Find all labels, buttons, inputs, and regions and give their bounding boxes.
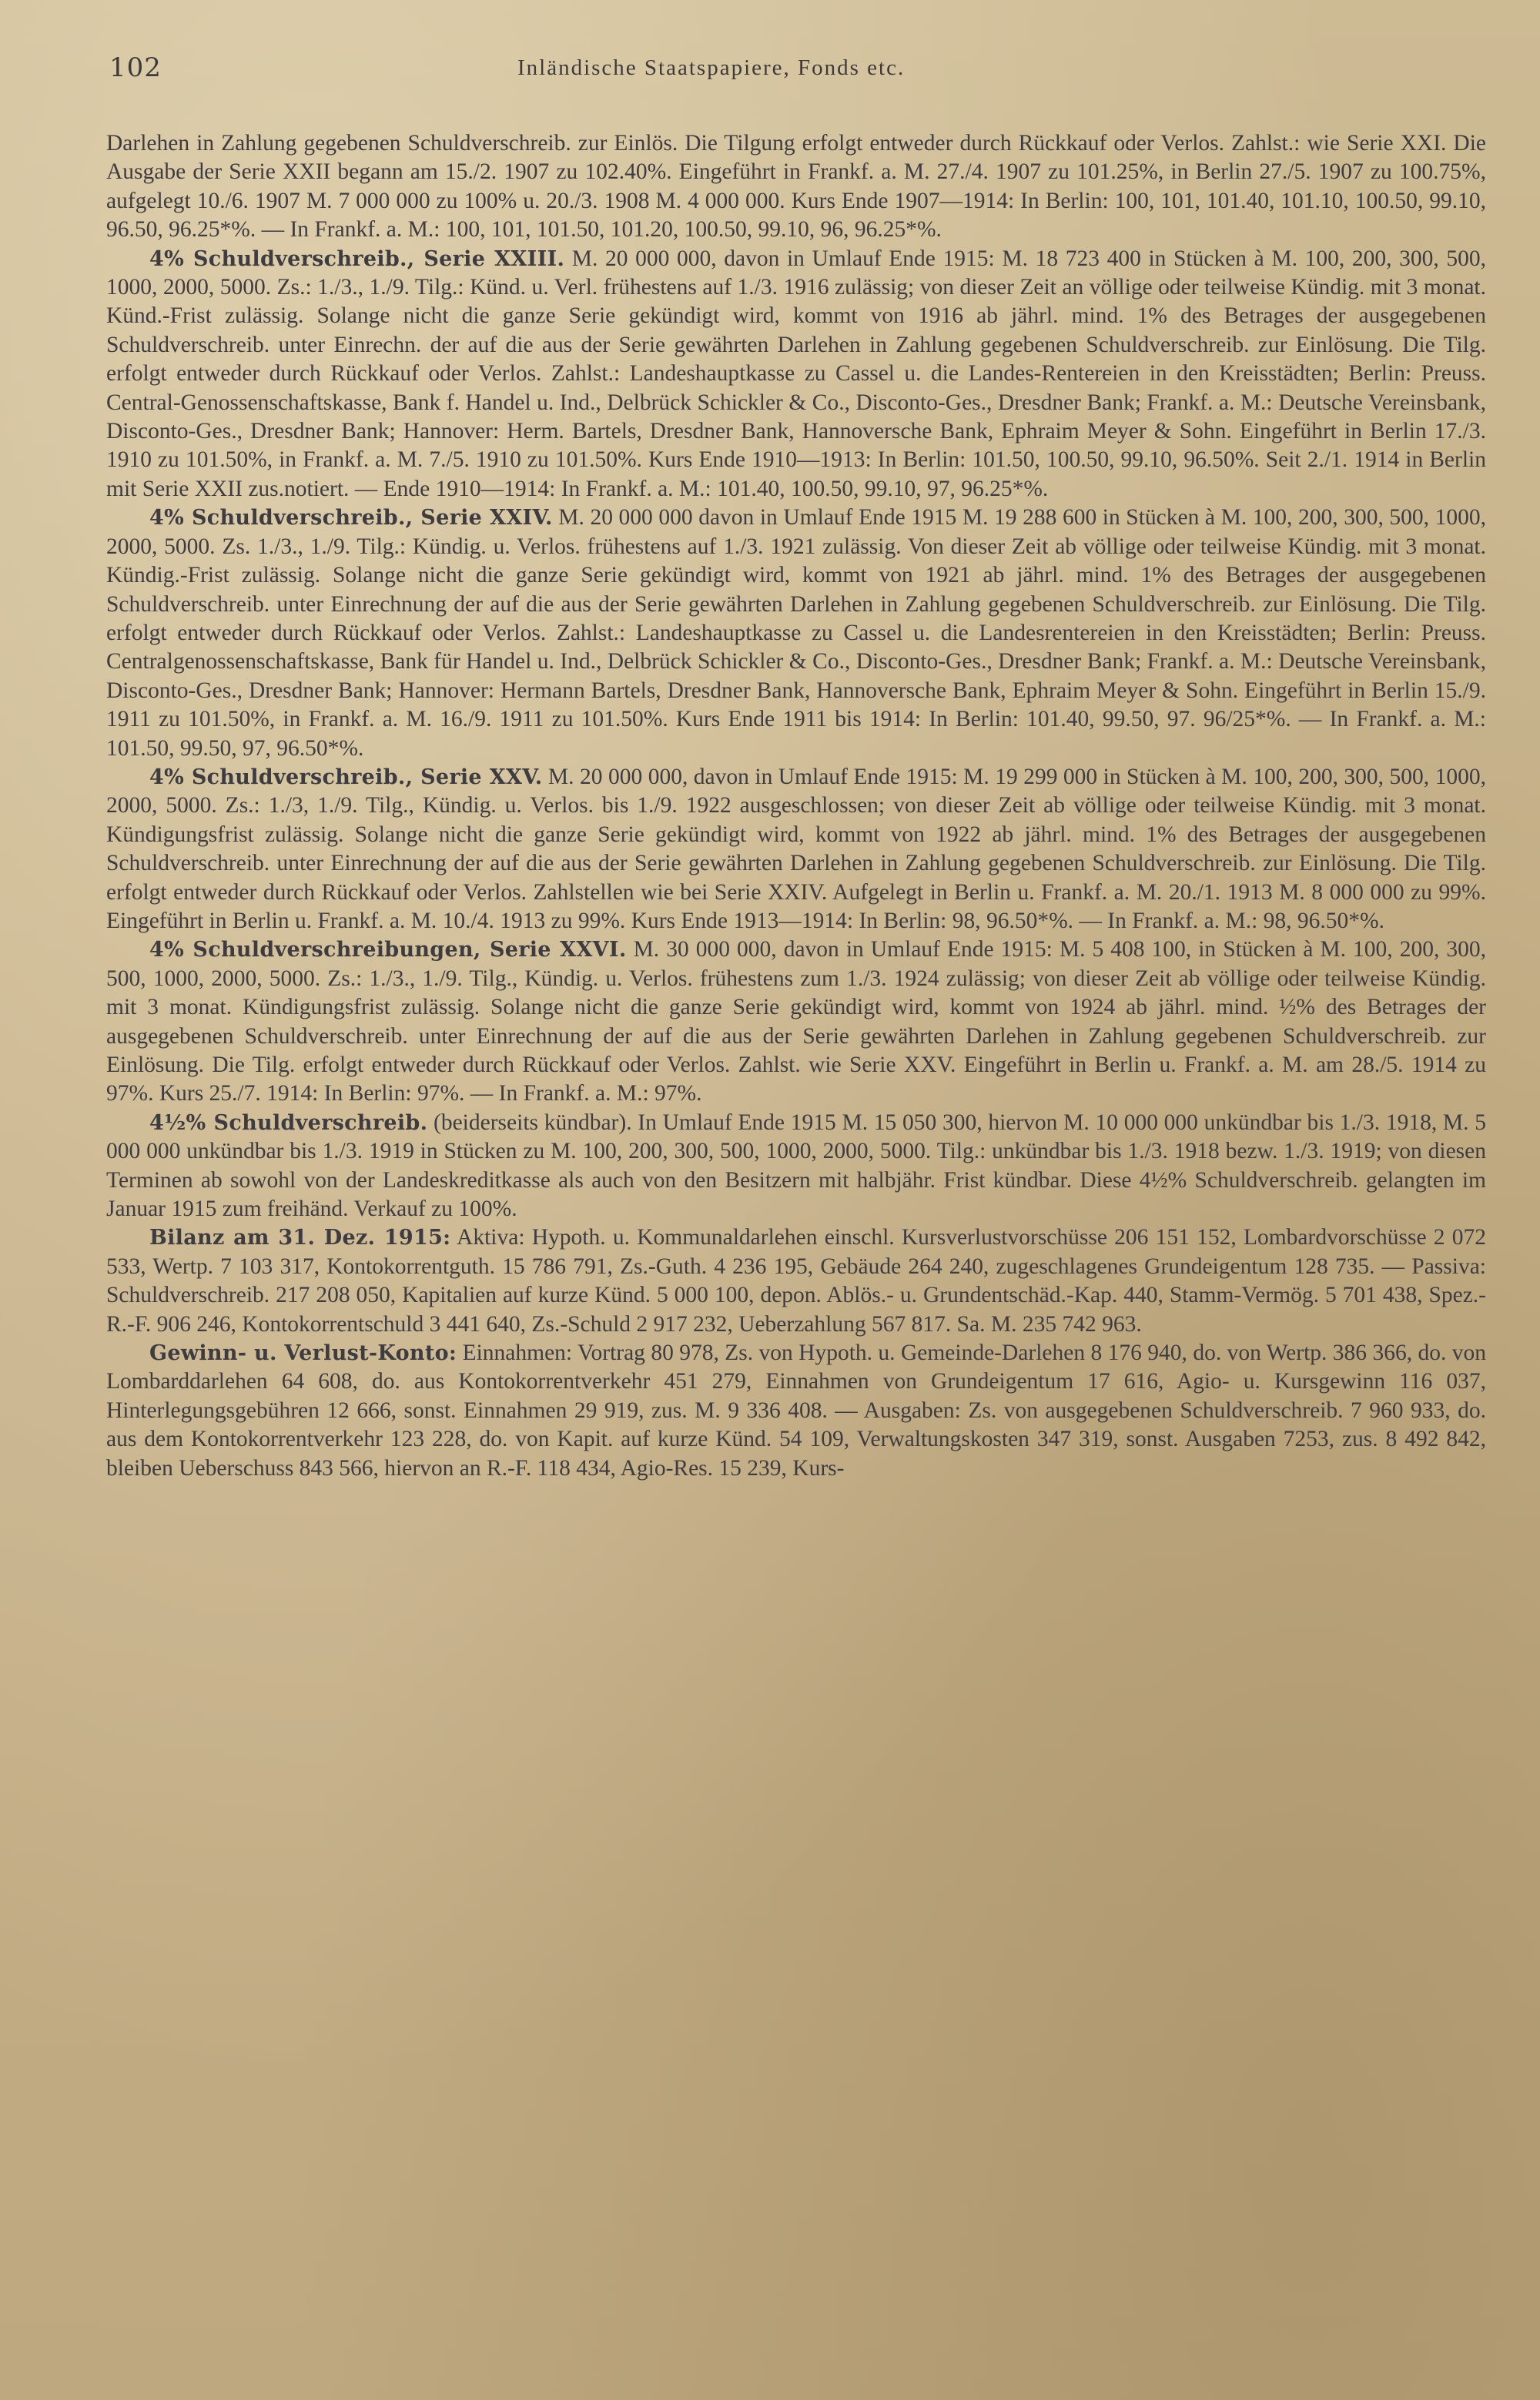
paragraph-heading: 4½% Schuldverschreib. [149, 1110, 428, 1135]
page-body [106, 129, 1486, 1483]
paragraph-serie-xxiii [106, 245, 1486, 504]
paragraph-serie-xxv [106, 763, 1486, 936]
paragraph-heading: 4% Schuldverschreib., Serie XXIII. [149, 246, 565, 271]
paragraph-serie-xxiv [106, 504, 1486, 763]
paragraph-heading: 4% Schuldverschreib., Serie XXIV. [149, 506, 553, 531]
paragraph-text: Darlehen in Zahlung gegebenen Schuldverschreib. zur Einlös. Die Tilgung erfolgt entweder durch Rückkauf oder Verlos. Zahlst.: wie Serie XXI. Die Ausgabe der Serie XXII begann am 15./2. 1907 zu 102.40%. Eingeführt in Frankf. a. M. 27./4. 1907 zu 101.25%, in Berlin 27./5. 1907 zu 100.75%, aufgelegt 10./6. 1907 M. 7 000 000 zu 100% u. 20./3. 1908 M. 4 000 000. Kurs Ende 1907—1914: In Berlin: 100, 101, 101.40, 101.10, 100.50, 99.10, 96.50, 96.25*%. — In Frankf. a. M.: 100, 101, 101.50, 101.20, 100.50, 99.10, 96, 96.25*%. [106, 131, 1486, 243]
paragraph-text: M. 20 000 000, davon in Umlauf Ende 1915: M. 18 723 400 in Stücken à M. 100, 200, 300, 500, 1000, 2000, 5000. Zs.: 1./3., 1./9. Tilg.: Künd. u. Verl. frühestens auf 1./3. 1916 zulässig; von dieser Zeit an völlige oder teilweise Kündig. mit 3 monat. Künd.-Frist zulässig. Solange nicht die ganze Serie gekündigt wird, kommt von 1916 ab jährl. mind. 1% des Betrages der ausgegebenen Schuldverschreib. unter Einrechn. der auf die aus der Serie gewährten Darlehen in Zahlung gegebenen Schuldverschreib. zur Einlösung. Die Tilg. erfolgt entweder durch Rückkauf oder Verlos. Zahlst.: Landeshauptkasse zu Cassel u. die Landes-Rentereien in den Kreisstädten; Berlin: Preuss. Central-Genossenschaftskasse, Bank f. Handel u. Ind., Delbrück Schickler & Co., Disconto-Ges., Dresdner Bank; Frankf. a. M.: Deutsche Vereinsbank, Disconto-Ges., Dresdner Bank; Hannover: Herm. Bartels, Dresdner Bank, Hannoversche Bank, Ephraim Meyer & Sohn. Eingeführt in Berlin 17./3. 1910 zu 101.50%, in Frankf. a. M. 7./5. 1910 zu 101.50%. Kurs Ende 1910—1913: In Berlin: 101.50, 100.50, 99.10, 96.50%. Seit 2./1. 1914 in Berlin mit Serie XXII zus.notiert. — Ende 1910—1914: In Frankf. a. M.: 101.40, 100.50, 99.10, 97, 96.25*%. [106, 246, 1486, 501]
paragraph-continuation [106, 129, 1486, 245]
paragraph-text: Einnahmen: Vortrag 80 978, Zs. von Hypoth. u. Gemeinde-Darlehen 8 176 940, do. von Wertp. 386 366, do. von Lombarddarlehen 64 608, do. aus Kontokorrentverkehr 451 279, Einnahmen von Grundeigentum 17 616, Agio- u. Kursgewinn 116 037, Hinterlegungsgebühren 12 666, sonst. Einnahmen 29 919, zus. M. 9 336 408. — Ausgaben: Zs. von ausgegebenen Schuldverschreib. 7 960 933, do. aus dem Kontokorrentverkehr 123 228, do. von Kapit. auf kurze Künd. 54 109, Verwaltungskosten 347 319, sonst. Ausgaben 7253, zus. 8 492 842, bleiben Ueberschuss 843 566, hiervon an R.-F. 118 434, Agio-Res. 15 239, Kurs- [106, 1341, 1486, 1481]
paragraph-heading: 4% Schuldverschreib., Serie XXV. [149, 765, 543, 789]
paragraph-bilanz [106, 1223, 1486, 1339]
paragraph-text: Aktiva: Hypoth. u. Kommunaldarlehen einschl. Kursverlustvorschüsse 206 151 152, Lombardvorschüsse 2 072 533, Wertp. 7 103 317, Kontokorrentguth. 15 786 791, Zs.-Guth. 4 236 195, Gebäude 264 240, zugeschlagenes Grundeigentum 128 735. — Passiva: Schuldverschreib. 217 208 050, Kapitalien auf kurze Künd. 5 000 100, depon. Ablös.- u. Grundentschäd.-Kap. 440, Stamm-Vermög. 5 701 438, Spez.-R.-F. 906 246, Kontokorrentschuld 3 441 640, Zs.-Schuld 2 917 232, Ueberzahlung 567 817. Sa. M. 235 742 963. [106, 1225, 1486, 1337]
paragraph-gewinn-verlust [106, 1339, 1486, 1483]
paragraph-serie-xxvi [106, 936, 1486, 1108]
page-header [109, 48, 1480, 94]
paragraph-heading: Gewinn- u. Verlust-Konto: [149, 1341, 457, 1366]
paragraph-text: (beiderseits kündbar). In Umlauf Ende 1915 M. 15 050 300, hiervon M. 10 000 000 unkündbar bis 1./3. 1918, M. 5 000 000 unkündbar bis 1./3. 1919 in Stücken zu M. 100, 200, 300, 500, 1000, 2000, 5000. Tilg.: unkündbar bis 1./3. 1918 bezw. 1./3. 1919; von diesen Terminen ab sowohl von der Landeskreditkasse als auch von den Besitzern mit halbjähr. Frist kündbar. Diese 4½% Schuldverschreib. gelangten im Januar 1915 zum freihänd. Verkauf zu 100%. [106, 1110, 1486, 1222]
paragraph-heading: Bilanz am 31. Dez. 1915: [149, 1226, 451, 1250]
paragraph-text: M. 20 000 000, davon in Umlauf Ende 1915: M. 19 299 000 in Stücken à M. 100, 200, 300, 500, 1000, 2000, 5000. Zs.: 1./3, 1./9. Tilg., Kündig. u. Verlos. bis 1./9. 1922 ausgeschlossen; von dieser Zeit ab völlige oder teilweise Kündig. mit 3 monat. Kündigungsfrist zulässig. Solange nicht die ganze Serie gekündigt wird, kommt von 1922 ab jährl. mind. 1% des Betrages der ausgegebenen Schuldverschreib. unter Einrechnung der auf die aus der Serie gewährten Darlehen in Zahlung gegebenen Schuldverschreib. zur Einlösung. Die Tilg. erfolgt entweder durch Rückkauf oder Verlos. Zahlstellen wie bei Serie XXIV. Aufgelegt in Berlin u. Frankf. a. M. 20./1. 1913 M. 8 000 000 zu 99%. Eingeführt in Berlin u. Frankf. a. M. 10./4. 1913 zu 99%. Kurs Ende 1913—1914: In Berlin: 98, 96.50*%. — In Frankf. a. M.: 98, 96.50*%. [106, 764, 1486, 933]
paragraph-text: M. 20 000 000 davon in Umlauf Ende 1915 M. 19 288 600 in Stücken à M. 100, 200, 300, 500, 1000, 2000, 5000. Zs. 1./3., 1./9. Tilg.: Kündig. u. Verlos. frühestens auf 1./3. 1921 zulässig. Von dieser Zeit ab völlige oder teilweise Kündig. mit 3 monat. Kündig.-Frist zulässig. Solange nicht die ganze Serie gekündigt wird, kommt von 1921 ab jährl. mind. 1% des Betrages der ausgegebenen Schuldverschreib. unter Einrechnung der auf die aus der Serie gewährten Darlehen in Zahlung gegebenen Schuldverschreib. zur Einlösung. Die Tilg. erfolgt entweder durch Rückkauf oder Verlos. Zahlst.: Landeshauptkasse zu Cassel u. die Landesrentereien in den Kreisstädten; Berlin: Preuss. Centralgenossenschaftskasse, Bank für Handel u. Ind., Delbrück Schickler & Co., Disconto-Ges., Dresdner Bank; Frankf. a. M.: Deutsche Vereinsbank, Disconto-Ges., Dresdner Bank; Hannover: Hermann Bartels, Dresdner Bank, Hannoversche Bank, Ephraim Meyer & Sohn. Eingeführt in Berlin 15./9. 1911 zu 101.50%, in Frankf. a. M. 16./9. 1911 zu 101.50%. Kurs Ende 1911 bis 1914: In Berlin: 101.40, 99.50, 97. 96/25*%. — In Frankf. a. M.: 101.50, 99.50, 97, 96.50*%. [106, 505, 1486, 761]
paragraph-heading: 4% Schuldverschreibungen, Serie XXVI. [149, 938, 627, 962]
running-title: Inländische Staatspapiere, Fonds etc. [517, 55, 906, 80]
page-number: 102 [109, 52, 162, 83]
paragraph-4-5-percent [106, 1109, 1486, 1224]
paragraph-text: M. 30 000 000, davon in Umlauf Ende 1915: M. 5 408 100, in Stücken à M. 100, 200, 300, 500, 1000, 2000, 5000. Zs.: 1./3., 1./9. Tilg., Kündig. u. Verlos. frühestens zum 1./3. 1924 zulässig; von dieser Zeit ab völlige oder teilweise Kündig. mit 3 monat. Kündigungsfrist zulässig. Solange nicht die ganze Serie gekündigt wird, kommt von 1924 ab jährl. mind. ½% des Betrages der ausgegebenen Schuldverschreib. unter Einrechnung der auf die aus der Serie gewährten Darlehen in Zahlung gegebenen Schuldverschreib. zur Einlösung. Die Tilg. erfolgt entweder durch Rückkauf oder Verlos. Zahlst. wie Serie XXV. Eingeführt in Berlin u. Frankf. a. M. am 28./5. 1914 zu 97%. Kurs 25./7. 1914: In Berlin: 97%. — In Frankf. a. M.: 97%. [106, 937, 1486, 1106]
